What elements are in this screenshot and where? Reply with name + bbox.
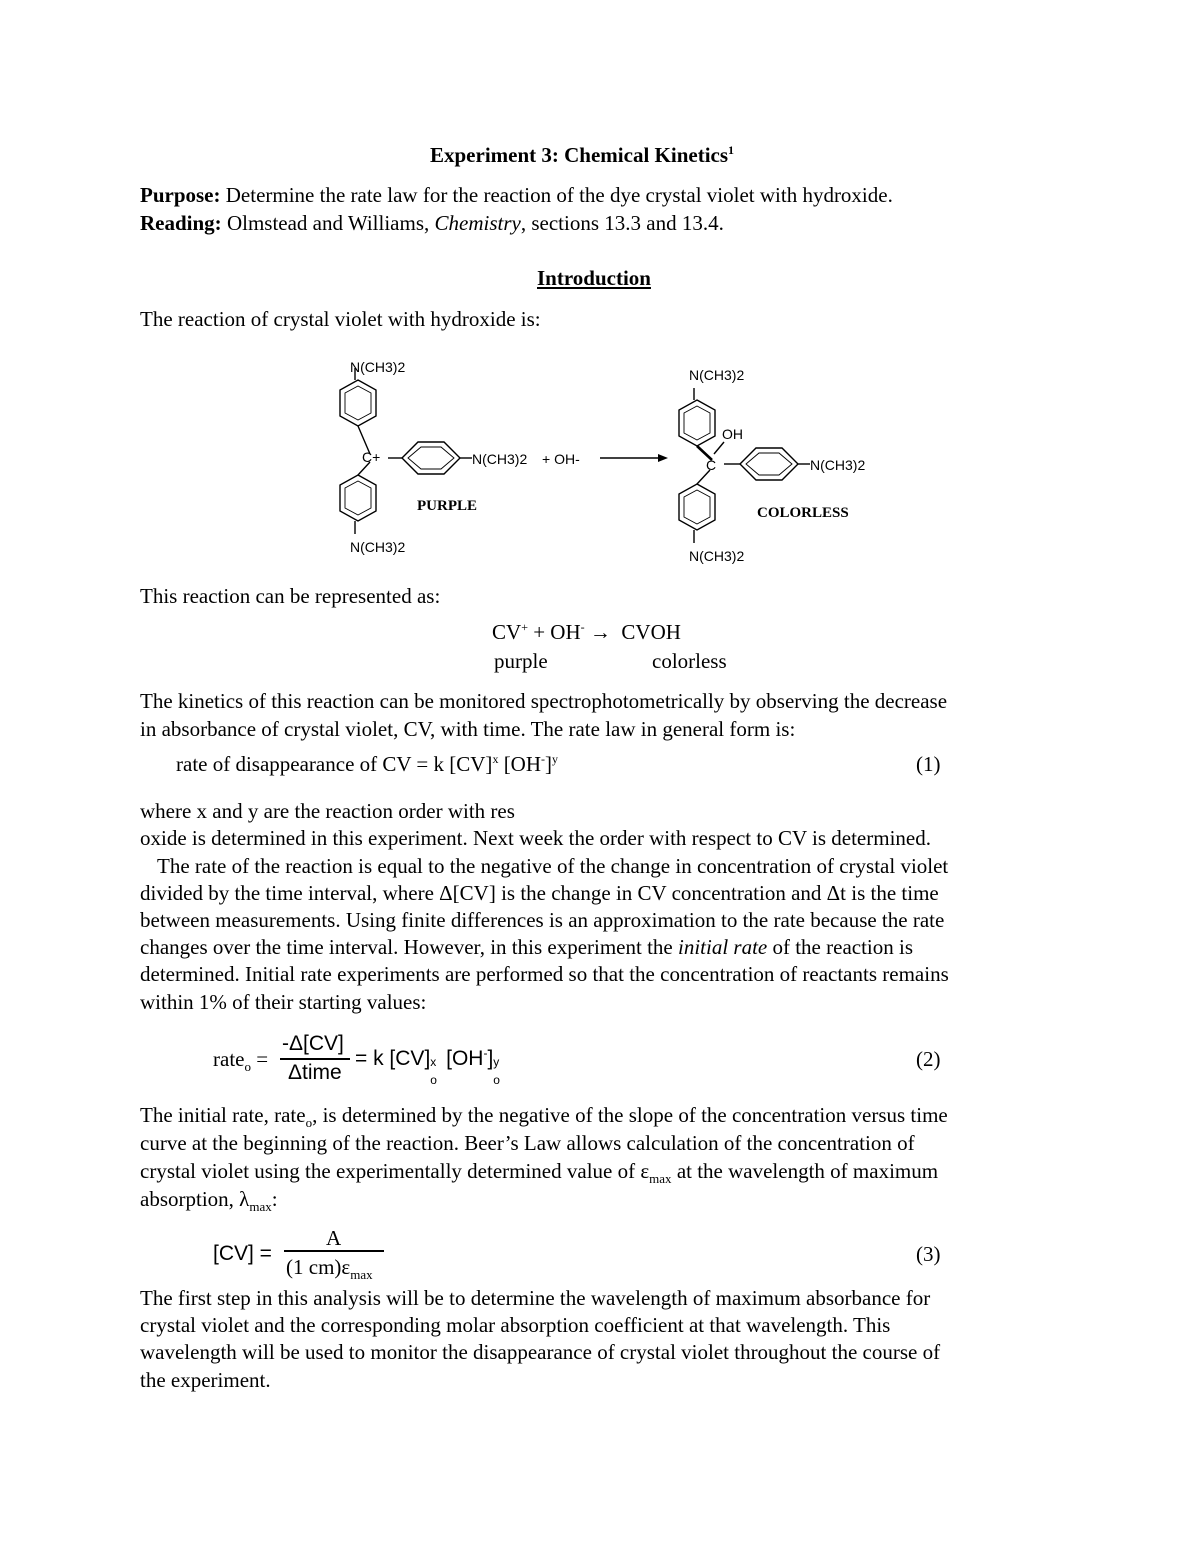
- paragraph-line: between measurements. Using finite differences is an approximation to the rate because the rate: [140, 908, 945, 932]
- paragraph-line: crystal violet using the experimentally determined value of $\varepsilon_{max}$ at the wavelength of maximum: [140, 1159, 939, 1186]
- paragraph-line: changes over the time interval. However, in this experiment the initial rate of the reaction is: [140, 935, 914, 959]
- paragraph-line: absorption, $\lambda_{max}$:: [140, 1187, 278, 1214]
- intro-paragraph: The reaction of crystal violet with hydroxide is:: [140, 307, 541, 331]
- carbocation-label: C+: [362, 449, 381, 465]
- section-heading-introduction: Introduction: [537, 266, 651, 290]
- paragraph-line: wavelength will be used to monitor the disappearance of crystal violet throughout the course of: [140, 1340, 941, 1364]
- equation-3-numerator: A: [326, 1226, 342, 1250]
- paragraph-line: oxide is determined in this experiment. Next week the order with respect to CV is determined.: [140, 826, 931, 850]
- equation-3-denominator: (1 $cm)\varepsilon_{max}$: [286, 1255, 373, 1282]
- fraction-bar: [284, 1250, 384, 1252]
- reaction-scheme-figure: [320, 350, 900, 575]
- paragraph-line: the experiment.: [140, 1368, 271, 1392]
- n-dimethyl-label: N(CH3)2: [472, 451, 528, 467]
- fraction-bar: [280, 1058, 350, 1060]
- paragraph-line: The rate of the reaction is equal to the negative of the change in concentration of crystal violet: [157, 854, 949, 878]
- paragraph-line: The initial rate, rate$_o$, is determined by the negative of the slope of the concentration versus time: [140, 1103, 948, 1130]
- equation-3-lhs: [CV] =: [213, 1242, 272, 1265]
- hydroxide-label: + OH-: [542, 451, 580, 467]
- reading-line: Reading: Olmstead and Williams, Chemistry, sections 13.3 and 13.4.: [140, 211, 724, 235]
- equation-number: (3): [916, 1242, 941, 1266]
- representation-intro: This reaction can be represented as:: [140, 584, 441, 608]
- paragraph-line: The kinetics of this reaction can be monitored spectrophotometrically by observing the decrease: [140, 689, 948, 713]
- hydroxyl-label: OH: [722, 426, 743, 442]
- n-dimethyl-label: N(CH3)2: [350, 539, 406, 555]
- paragraph-line: The first step in this analysis will be to determine the wavelength of maximum absorbance for: [140, 1286, 931, 1310]
- equation-2-denominator: Δtime: [288, 1061, 342, 1084]
- equation-number: (2): [916, 1047, 941, 1071]
- reaction-equation: CV+ + OH- → CVOH: [492, 620, 681, 644]
- paragraph-line: determined. Initial rate experiments are performed so that the concentration of reactants remains: [140, 962, 949, 986]
- page-title: Experiment 3: Chemical Kinetics$^1$: [430, 143, 735, 167]
- label-colorless: colorless: [652, 649, 727, 673]
- n-dimethyl-label: N(CH3)2: [810, 457, 866, 473]
- paragraph-line: divided by the time interval, where Δ[CV] is the change in CV concentration and Δt is the time: [140, 881, 939, 905]
- equation-2-rhs: = k [CV] x o [OH-] y o: [355, 1046, 500, 1087]
- n-dimethyl-label: N(CH3)2: [689, 367, 745, 383]
- equation-1: rate of disappearance of CV = k [CV]$^x$ $[OH^-]^y$: [176, 752, 559, 776]
- equation-2-numerator: -Δ[CV]: [282, 1032, 344, 1055]
- paragraph-line: curve at the beginning of the reaction. Beer’s Law allows calculation of the concentration of: [140, 1131, 915, 1155]
- paragraph-line: in absorbance of crystal violet, CV, with time. The rate law in general form is:: [140, 717, 796, 741]
- label-purple: purple: [494, 649, 548, 673]
- n-dimethyl-label: N(CH3)2: [350, 359, 406, 375]
- carbon-label: C: [706, 457, 717, 473]
- arrow-head: [658, 454, 668, 462]
- purpose-line: Purpose: Determine the rate law for the reaction of the dye crystal violet with hydroxide.: [140, 183, 893, 207]
- purple-label: PURPLE: [417, 498, 477, 514]
- equation-2-lhs: rate$_o$ =: [213, 1047, 269, 1074]
- equation-number: (1): [916, 752, 941, 776]
- colorless-label: COLORLESS: [757, 505, 849, 521]
- paragraph-line: within 1% of their starting values:: [140, 990, 427, 1014]
- n-dimethyl-label: N(CH3)2: [689, 548, 745, 564]
- paragraph-line: crystal violet and the corresponding molar absorption coefficient at that wavelength. This: [140, 1313, 891, 1337]
- paragraph-line: where x and y are the reaction order with res: [140, 799, 515, 823]
